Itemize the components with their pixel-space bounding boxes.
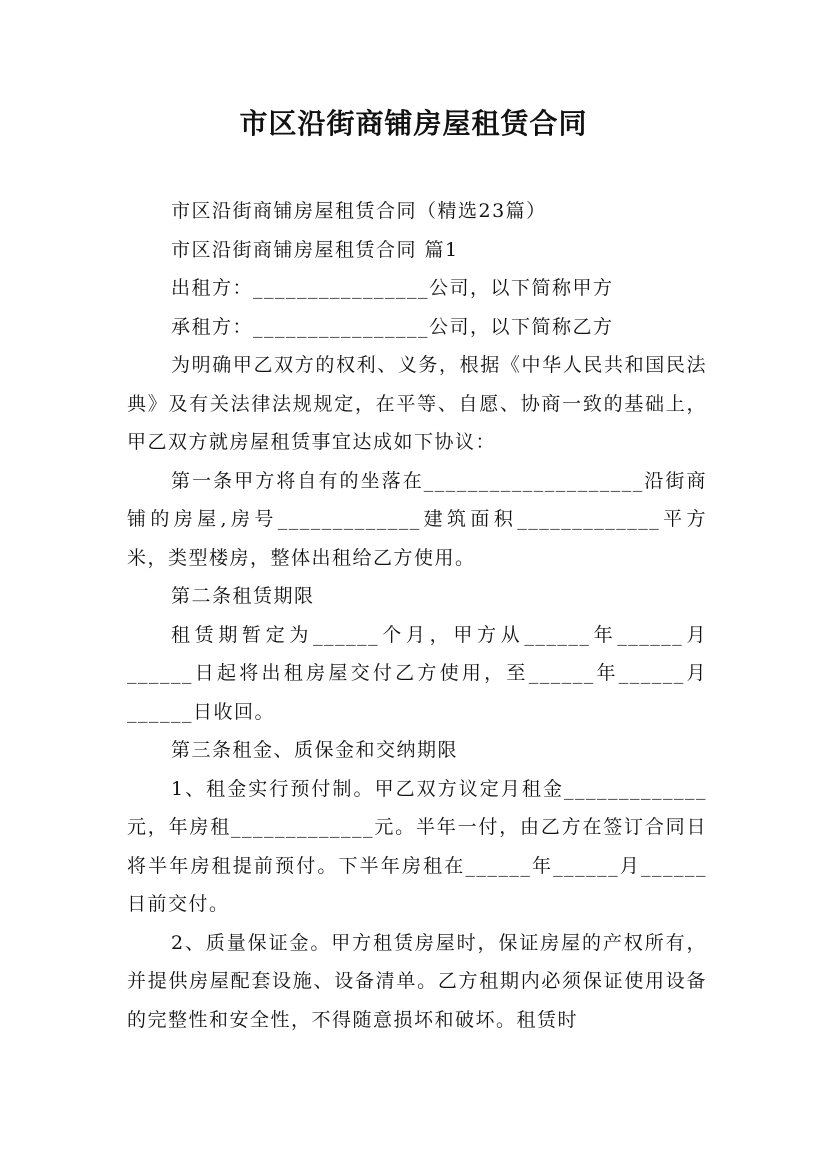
paragraph-article-3-heading: 第三条租金、质保金和交纳期限 bbox=[171, 739, 459, 761]
paragraph-section-heading: 市区沿街商铺房屋租赁合同 篇1 bbox=[171, 238, 459, 261]
document-body bbox=[127, 192, 707, 1039]
paragraph-subtitle: 市区沿街商铺房屋租赁合同（精选23篇） bbox=[171, 200, 547, 222]
paragraph-article-1: 第一条甲方将自有的坐落在____________________沿街商铺的房屋,房号_____________建筑面积_____________平方米，类型楼房，整体出租给乙方使用。 bbox=[127, 469, 707, 569]
paragraph-lease-term: 租赁期暂定为______个月，甲方从______年______月______日起将出租房屋交付乙方使用，至______年______月______日收回。 bbox=[127, 623, 707, 723]
paragraph-article-2-heading: 第二条租赁期限 bbox=[171, 585, 315, 607]
paragraph-rent: 1、租金实行预付制。甲乙双方议定月租金_____________元，年房租_____________元。半年一付，由乙方在签订合同日将半年房租提前预付。下半年房租在______年______月______日前交付。 bbox=[127, 777, 707, 915]
document-title: 市区沿街商铺房屋租赁合同 bbox=[239, 107, 588, 140]
paragraph-deposit: 2、质量保证金。甲方租赁房屋时，保证房屋的产权所有，并提供房屋配套设施、设备清单。乙方租期内必须保证使用设备的完整性和安全性，不得随意损坏和破坏。租赁时 bbox=[127, 931, 707, 1031]
paragraph-lessor: 出租方：________________公司，以下简称甲方 bbox=[171, 277, 614, 299]
paragraph-preamble: 为明确甲乙双方的权利、义务，根据《中华人民共和国民法典》及有关法律法规规定，在平等、自愿、协商一致的基础上，甲乙双方就房屋租赁事宜达成如下协议： bbox=[127, 354, 707, 453]
paragraph-lessee: 承租方：________________公司，以下简称乙方 bbox=[171, 315, 614, 338]
